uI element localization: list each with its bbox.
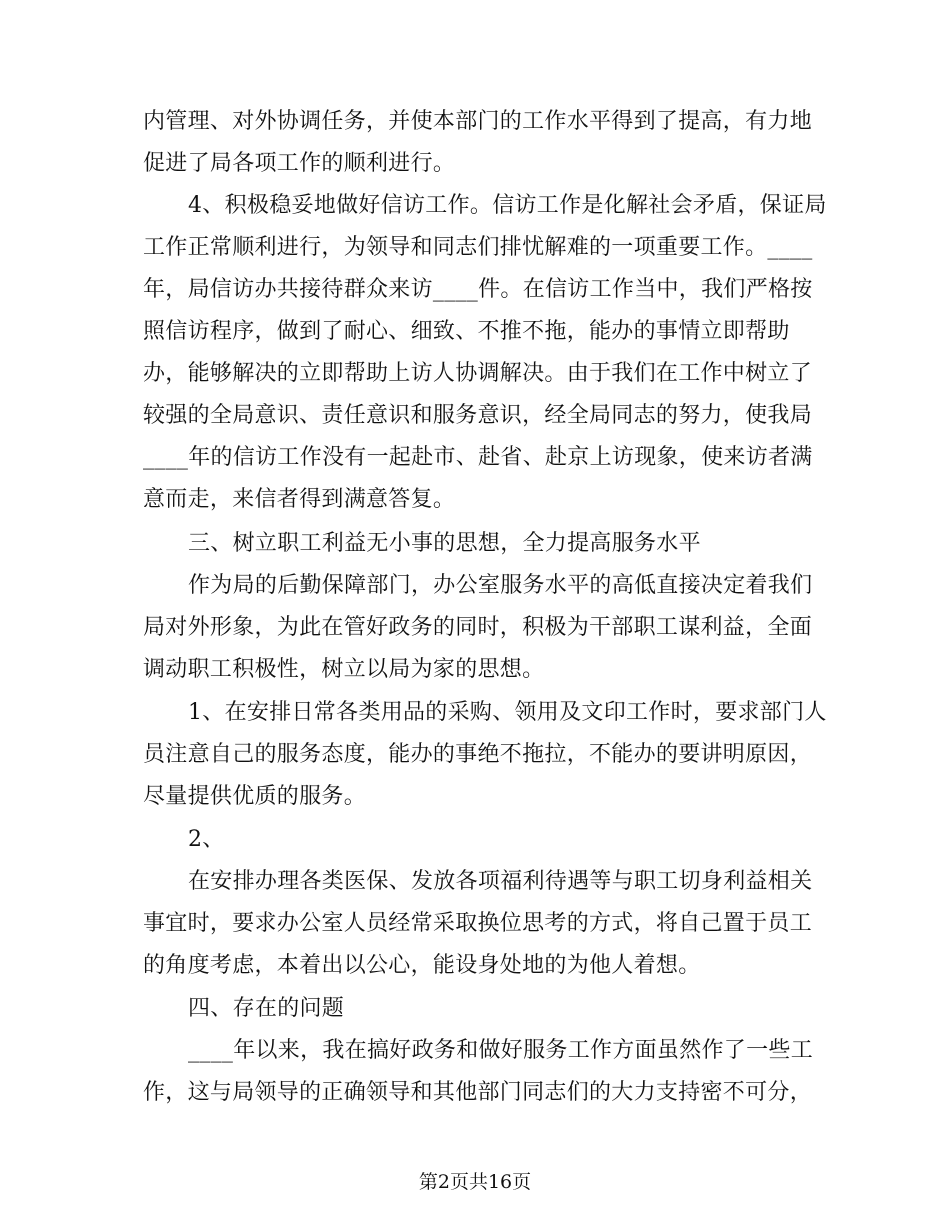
page-footer: 第2页共16页 [418, 1171, 532, 1193]
paragraph-4-first-line: 4、积极稳妥地做好信访工作。信访工作是化解社会矛盾，保证局 [188, 193, 827, 218]
paragraph-first-line: ____年以来，我在搞好政务和做好服务工作方面虽然作了一些工 [188, 1038, 814, 1063]
text-line: 工作正常顺利进行，为领导和同志们排忧解难的一项重要工作。____ [143, 235, 813, 260]
text-line: ____年的信访工作没有一起赴市、赴省、赴京上访现象，使来访者满 [143, 445, 813, 470]
text-line: 年，局信访办共接待群众来访____件。在信访工作当中，我们严格按 [143, 277, 813, 302]
text-line: 意而走，来信者得到满意答复。 [143, 487, 456, 512]
text-line: 局对外形象，为此在管好政务的同时，积极为干部职工谋利益，全面 [143, 615, 813, 640]
text-line: 的角度考虑，本着出以公心，能设身处地的为他人着想。 [143, 953, 701, 978]
text-line: 促进了局各项工作的顺利进行。 [143, 151, 456, 176]
text-line: 作，这与局领导的正确领导和其他部门同志们的大力支持密不可分， [143, 1080, 813, 1105]
item-number-2: 2、 [188, 827, 225, 852]
text-line: 调动职工积极性，树立以局为家的思想。 [143, 657, 545, 682]
text-line: 内管理、对外协调任务，并使本部门的工作水平得到了提高，有力地 [143, 109, 813, 134]
section-heading-4: 四、存在的问题 [188, 996, 345, 1021]
paragraph-first-line: 作为局的后勤保障部门，办公室服务水平的高低直接决定着我们 [188, 573, 813, 598]
text-line: 办，能够解决的立即帮助上访人协调解决。由于我们在工作中树立了 [143, 361, 813, 386]
paragraph-2-first-line: 在安排办理各类医保、发放各项福利待遇等与职工切身利益相关 [188, 869, 813, 894]
text-line: 照信访程序，做到了耐心、细致、不推不拖，能办的事情立即帮助 [143, 319, 790, 344]
text-line: 尽量提供优质的服务。 [143, 784, 367, 809]
section-heading-3: 三、树立职工利益无小事的思想，全力提高服务水平 [188, 531, 701, 556]
paragraph-1-first-line: 1、在安排日常各类用品的采购、领用及文印工作时，要求部门人 [188, 700, 827, 725]
text-line: 事宜时，要求办公室人员经常采取换位思考的方式，将自己置于员工 [143, 911, 813, 936]
text-line: 较强的全局意识、责任意识和服务意识，经全局同志的努力，使我局 [143, 403, 813, 428]
text-line: 员注意自己的服务态度，能办的事绝不拖拉，不能办的要讲明原因， [143, 742, 813, 767]
